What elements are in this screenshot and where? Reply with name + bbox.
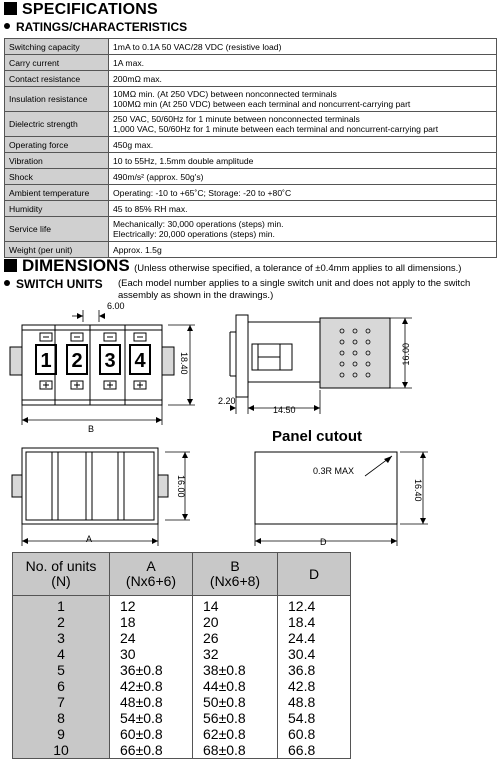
digit-4: 4 — [134, 350, 146, 372]
table-cell: 14 — [193, 596, 278, 615]
table-cell: 44±0.8 — [193, 678, 278, 694]
spec-label: Humidity — [5, 201, 109, 217]
table-cell: 12 — [110, 596, 193, 615]
cutout-radius-label: 0.3R MAX — [313, 466, 355, 476]
dimensions-heading: DIMENSIONS (Unless otherwise specified, a tolerance of ±0.4mm applies to all dimensions.) — [4, 256, 461, 276]
units-column-header — [193, 553, 278, 596]
dim-d-label: D — [320, 537, 327, 547]
spec-label: Service life — [5, 217, 109, 242]
spec-value-line: Approx. 1.5g — [113, 244, 162, 255]
digit-2: 2 — [71, 350, 83, 372]
table-cell: 12.4 — [278, 596, 351, 615]
table-cell: 20 — [193, 614, 278, 630]
header-line: (Nx6+8) — [209, 573, 261, 589]
table-cell: 68±0.8 — [193, 742, 278, 759]
spec-value-line: 100MΩ min (At 250 VDC) between each terminal and noncurrent-carrying part — [113, 99, 411, 109]
panel-cutout-title: Panel cutout — [272, 428, 363, 445]
table-cell: 50±0.8 — [193, 694, 278, 710]
units-column-header — [278, 553, 351, 596]
table-cell: 3 — [13, 630, 110, 646]
spec-label: Dielectric strength — [5, 112, 109, 137]
spec-value-line: 10MΩ min. (At 250 VDC) between nonconnected terminals — [113, 89, 337, 99]
table-cell: 54±0.8 — [110, 710, 193, 726]
units-column-header — [110, 553, 193, 596]
dimensions-note: (Unless otherwise specified, a tolerance of ±0.4mm applies to all dimensions.) — [134, 263, 462, 274]
spec-label: Switching capacity — [5, 39, 109, 55]
spec-value-line: 450g max. — [113, 139, 154, 150]
spec-label: Shock — [5, 169, 109, 185]
table-cell: 4 — [13, 646, 110, 662]
dim-flange-label: 2.20 — [218, 396, 236, 406]
spec-value-line: 1A max. — [113, 57, 145, 68]
switch-units-note: (Each model number applies to a single switch unit and does not apply to the switch assembly as shown in the drawings.) — [118, 278, 471, 301]
dim-front-height-label: 18.40 — [179, 352, 189, 375]
spec-value-line: 45 to 85% RH max. — [113, 203, 188, 214]
dim-rear-height-label: 16.00 — [401, 343, 411, 366]
header-line: A — [146, 558, 156, 574]
spec-value-line: 490m/s² (approx. 50g's) — [113, 171, 204, 182]
specifications-heading: SPECIFICATIONS — [4, 1, 158, 19]
spec-label: Ambient temperature — [5, 185, 109, 201]
table-cell: 9 — [13, 726, 110, 742]
table-cell: 36.8 — [278, 662, 351, 678]
table-row — [13, 662, 351, 678]
dim-side-height-label: 16.00 — [176, 475, 186, 498]
front-view-drawing — [10, 325, 174, 405]
table-cell: 38±0.8 — [193, 662, 278, 678]
table-row — [13, 726, 351, 742]
digit-3: 3 — [104, 350, 116, 372]
units-column-header — [13, 553, 110, 596]
spec-value-line: Mechanically: 30,000 operations (steps) min. — [113, 219, 284, 229]
table-row — [13, 614, 351, 630]
spec-label: Contact resistance — [5, 71, 109, 87]
table-cell: 26 — [193, 630, 278, 646]
table-row — [13, 694, 351, 710]
table-row — [13, 710, 351, 726]
table-cell: 62±0.8 — [193, 726, 278, 742]
spec-value-line: 10 to 55Hz, 1.5mm double amplitude — [113, 155, 254, 166]
table-cell: 2 — [13, 614, 110, 630]
dim-side-depth-label: 14.50 — [273, 405, 296, 415]
dim-pitch-label: 6.00 — [107, 301, 125, 311]
table-cell: 24.4 — [278, 630, 351, 646]
spec-label: Weight (per unit) — [5, 242, 109, 258]
table-cell: 60±0.8 — [110, 726, 193, 742]
panel-cutout-drawing — [255, 452, 397, 524]
header-line: No. of units — [25, 558, 97, 574]
table-cell: 8 — [13, 710, 110, 726]
dim-a-label: A — [86, 534, 93, 544]
table-row — [13, 646, 351, 662]
spec-label: Operating force — [5, 137, 109, 153]
table-cell: 36±0.8 — [110, 662, 193, 678]
spec-value-line: 1,000 VAC, 50/60Hz for 1 minute between each terminal and noncurrent-carrying part — [113, 124, 439, 134]
header-line: B — [230, 558, 240, 574]
table-cell: 42.8 — [278, 678, 351, 694]
digit-1: 1 — [40, 350, 52, 372]
table-cell: 5 — [13, 662, 110, 678]
table-row — [13, 630, 351, 646]
table-cell: 10 — [13, 742, 110, 759]
table-cell: 30.4 — [278, 646, 351, 662]
table-cell: 18.4 — [278, 614, 351, 630]
table-cell: 24 — [110, 630, 193, 646]
dim-cutout-height-label: 16.40 — [413, 479, 423, 502]
switch-units-heading: SWITCH UNITS — [4, 277, 103, 291]
spec-value-line: Operating: -10 to +65˚C; Storage: -20 to +80˚C — [113, 187, 292, 198]
table-cell: 6 — [13, 678, 110, 694]
spec-value-line: 200mΩ max. — [113, 73, 162, 84]
spec-value-line: 1mA to 0.1A 50 VAC/28 VDC (resistive load) — [113, 41, 282, 52]
table-cell: 56±0.8 — [193, 710, 278, 726]
spec-label: Insulation resistance — [5, 87, 109, 112]
table-cell: 1 — [13, 596, 110, 615]
table-row — [13, 678, 351, 694]
table-cell: 54.8 — [278, 710, 351, 726]
table-cell: 60.8 — [278, 726, 351, 742]
table-row — [13, 596, 351, 615]
spec-label: Vibration — [5, 153, 109, 169]
header-line: D — [308, 565, 320, 582]
header-line: (N) — [51, 573, 71, 589]
spec-value-line: Electrically: 20,000 operations (steps) min. — [113, 229, 275, 239]
table-cell: 48.8 — [278, 694, 351, 710]
table-cell: 30 — [110, 646, 193, 662]
table-row — [13, 742, 351, 759]
table-cell: 48±0.8 — [110, 694, 193, 710]
table-cell: 7 — [13, 694, 110, 710]
table-cell: 32 — [193, 646, 278, 662]
rear-view-drawing — [12, 448, 168, 524]
header-line: (Nx6+6) — [125, 573, 177, 589]
table-cell: 66±0.8 — [110, 742, 193, 759]
table-cell: 66.8 — [278, 742, 351, 759]
table-cell: 42±0.8 — [110, 678, 193, 694]
side-view-drawing — [230, 315, 390, 397]
ratings-heading: RATINGS/CHARACTERISTICS — [4, 20, 187, 34]
table-cell: 18 — [110, 614, 193, 630]
spec-label: Carry current — [5, 55, 109, 71]
dim-b-label: B — [88, 424, 95, 434]
units-dimension-table — [12, 552, 351, 759]
spec-value-line: 250 VAC, 50/60Hz for 1 minute between nonconnected terminals — [113, 114, 360, 124]
